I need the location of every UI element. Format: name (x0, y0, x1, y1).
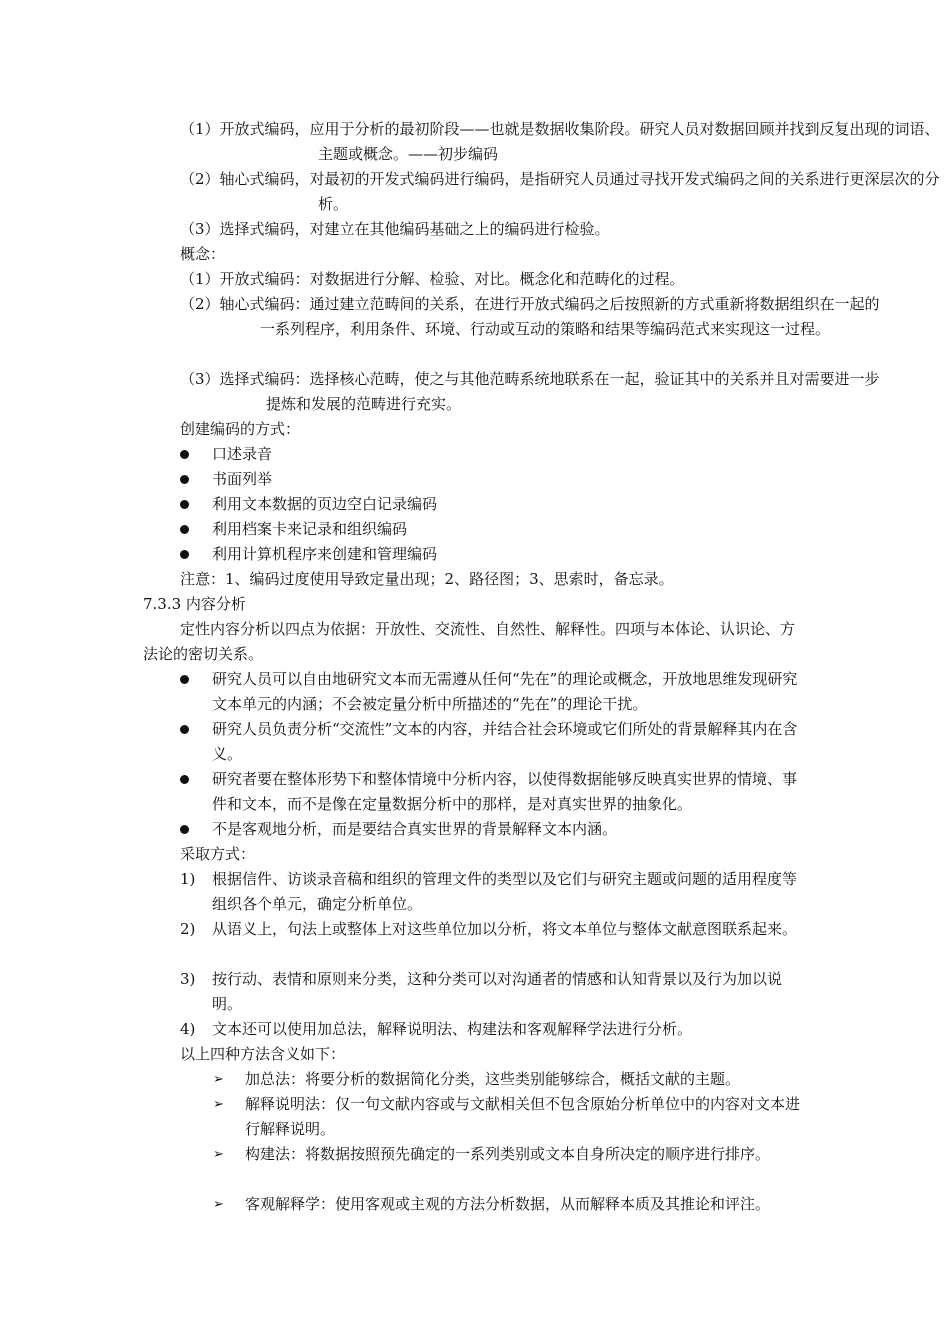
method-item (180, 542, 808, 567)
coding-type-axial: （2）轴心式编码，对最初的开发式编码进行编码，是指研究人员通过寻找开发式编码之间的关系进行更深层次的分析。 (180, 170, 940, 213)
approach-text: 文本还可以使用加总法，解释说明法、构建法和客观解释学法进行分析。 (212, 1020, 693, 1038)
approach-text: 从语义上，句法上或整体上对这些单位加以分析，将文本单位与整体文献意图联系起来。 (212, 920, 798, 938)
bullet-dot-icon (180, 775, 189, 784)
approach-number: 1) (180, 870, 196, 888)
bullet-dot-icon (180, 725, 189, 734)
approach-item (180, 967, 808, 1017)
principle-item (180, 717, 808, 767)
bullet-dot-icon (180, 825, 189, 834)
coding-type-open: （1）开放式编码，应用于分析的最初阶段——也就是数据收集阶段。研究人员对数据回顾并找到反复出现的词语、主题或概念。——初步编码 (180, 120, 940, 163)
meaning-item (213, 1092, 808, 1142)
section-title: 7.3.3 内容分析 (143, 595, 246, 613)
approach-number: 2) (180, 920, 196, 938)
arrow-bullet-icon: ➢ (213, 1147, 224, 1162)
principle-item-text: 研究人员可以自由地研究文本而无需遵从任何“先在”的理论或概念，开放地思维发现研究文本单元的内涵；不会被定量分析中所描述的“先在”的理论干扰。 (212, 670, 798, 713)
approach-item (180, 867, 808, 917)
approach-text: 根据信件、访谈录音稿和组织的管理文件的类型以及它们与研究主题或问题的适用程度等组织各个单元，确定分析单位。 (212, 870, 798, 913)
arrow-bullet-icon: ➢ (213, 1072, 224, 1087)
principle-item-text: 不是客观地分析，而是要结合真实世界的背景解释文本内涵。 (212, 820, 618, 838)
method-item (180, 467, 808, 492)
note-line: 注意：1、编码过度使用导致定量出现；2、路径图；3、思索时，备忘录。 (180, 570, 674, 588)
principle-item (180, 817, 808, 842)
principle-item-text: 研究者要在整体形势下和整体情境中分析内容，以使得数据能够反映真实世界的情境、事件和文本，而不是像在定量数据分析中的那样，是对真实世界的抽象化。 (212, 770, 798, 813)
meaning-item-text: 客观解释学：使用客观或主观的方法分析数据，从而解释本质及其推论和评注。 (245, 1195, 771, 1213)
methods-heading: 创建编码的方式： (180, 420, 301, 438)
intro-paragraph: 定性内容分析以四点为依据：开放性、交流性、自然性、解释性。四项与本体论、认识论、方法论的密切关系。 (143, 620, 796, 663)
method-item-text: 书面列举 (212, 470, 273, 488)
concept-heading: 概念： (180, 245, 226, 263)
approach-item (180, 1017, 808, 1042)
bullet-dot-icon (180, 450, 189, 459)
approach-number: 3) (180, 970, 196, 988)
method-item (180, 517, 808, 542)
arrow-bullet-icon: ➢ (213, 1097, 224, 1112)
principle-item (180, 667, 808, 717)
arrow-bullet-icon: ➢ (213, 1197, 224, 1212)
meaning-item-text: 构建法：将数据按照预先确定的一系列类别或文本自身所决定的顺序进行排序。 (245, 1145, 771, 1163)
bullet-dot-icon (180, 525, 189, 534)
concept-axial: （2）轴心式编码：通过建立范畴间的关系，在进行开放式编码之后按照新的方式重新将数据组织在一起的一系列程序，利用条件、环境、行动或互动的策略和结果等编码范式来实现这一过程。 (180, 295, 880, 338)
principle-item (180, 767, 808, 817)
method-item-text: 利用文本数据的页边空白记录编码 (212, 495, 438, 513)
concept-open: （1）开放式编码：对数据进行分解、检验、对比。概念化和范畴化的过程。 (180, 270, 685, 288)
meaning-item (213, 1142, 808, 1167)
method-item (180, 492, 808, 517)
principle-item-text: 研究人员负责分析“交流性”文本的内容，并结合社会环境或它们所处的背景解释其内在含义。 (212, 720, 798, 763)
method-item-text: 口述录音 (212, 445, 273, 463)
meaning-item (213, 1192, 808, 1217)
meaning-heading: 以上四种方法含义如下： (180, 1045, 346, 1063)
method-item (180, 442, 808, 467)
approach-text: 按行动、表情和原则来分类，这种分类可以对沟通者的情感和认知背景以及行为加以说明。 (212, 970, 783, 1013)
meaning-item-text: 解释说明法：仅一句文献内容或与文献相关但不包含原始分析单位中的内容对文本进行解释说明。 (245, 1095, 801, 1138)
bullet-dot-icon (180, 675, 189, 684)
approach-item (180, 917, 808, 942)
method-item-text: 利用档案卡来记录和组织编码 (212, 520, 408, 538)
bullet-dot-icon (180, 500, 189, 509)
bullet-dot-icon (180, 475, 189, 484)
approach-heading: 采取方式： (180, 845, 256, 863)
method-item-text: 利用计算机程序来创建和管理编码 (212, 545, 438, 563)
coding-type-selective: （3）选择式编码，对建立在其他编码基础之上的编码进行检验。 (180, 220, 610, 238)
meaning-item-text: 加总法：将要分析的数据简化分类，这些类别能够综合，概括文献的主题。 (245, 1070, 741, 1088)
approach-number: 4) (180, 1020, 196, 1038)
concept-selective: （3）选择式编码：选择核心范畴，使之与其他范畴系统地联系在一起，验证其中的关系并且对需要进一步提炼和发展的范畴进行充实。 (180, 370, 880, 413)
bullet-dot-icon (180, 550, 189, 559)
meaning-item (213, 1067, 808, 1092)
